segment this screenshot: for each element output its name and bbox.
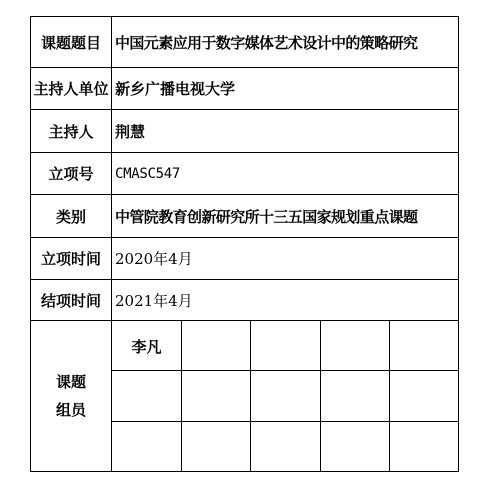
members-label-line2: 组员 xyxy=(55,401,86,419)
members-label xyxy=(31,321,111,471)
member-row-divider-2 xyxy=(111,421,459,422)
member-column-divider-1 xyxy=(181,320,182,472)
member-column-divider-4 xyxy=(389,320,390,472)
host-unit-value: 新乡广播电视大学 xyxy=(115,80,236,98)
start-date-label: 立项时间 xyxy=(40,250,101,268)
topic-title-label: 课题题目 xyxy=(40,33,101,52)
category-label: 类别 xyxy=(55,207,86,226)
member-column-divider-2 xyxy=(250,320,251,472)
end-date-value: 2021年4月 xyxy=(115,291,193,310)
topic-title-value: 中国元素应用于数字媒体艺术设计中的策略研究 xyxy=(115,33,418,52)
border-bottom xyxy=(30,471,459,472)
host-value: 荆慧 xyxy=(115,122,146,141)
project-number-value: CMASC547 xyxy=(115,165,181,182)
member-name-1: 李凡 xyxy=(131,337,162,356)
start-date-value: 2020年4月 xyxy=(115,250,193,268)
border-right xyxy=(458,16,459,472)
category-value: 中管院教育创新研究所十三五国家规划重点课题 xyxy=(115,207,418,226)
members-label-line1: 课题 xyxy=(55,373,86,391)
member-column-divider-3 xyxy=(320,320,321,472)
host-label: 主持人 xyxy=(48,122,94,141)
host-unit-label: 主持人单位 xyxy=(33,80,109,98)
project-number-label: 立项号 xyxy=(48,165,94,183)
end-date-label: 结项时间 xyxy=(40,291,101,310)
member-row-divider-1 xyxy=(111,370,459,371)
